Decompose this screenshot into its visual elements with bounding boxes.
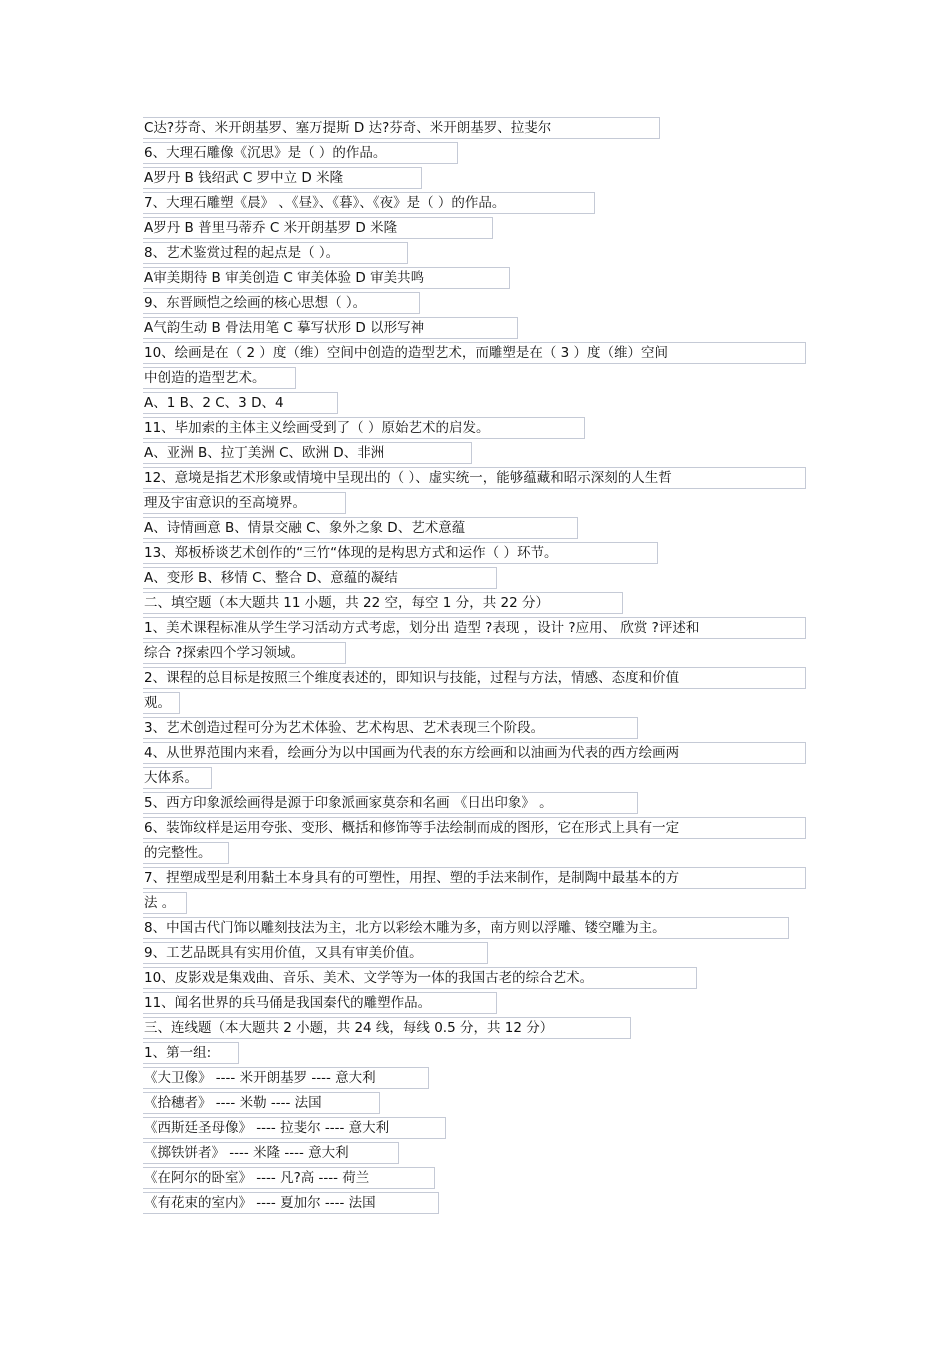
group-heading: 1、第一组:	[143, 1042, 239, 1064]
option-line: A、变形 B、移情 C、整合 D、意蕴的凝结	[143, 567, 497, 589]
option-line: A审美期待 B 审美创造 C 审美体验 D 审美共鸣	[143, 267, 510, 289]
fill-line: 1、美术课程标准从学生学习活动方式考虑，划分出 造型 ?表现 ，设计 ?应用、 欣赏 ?评述和	[143, 617, 806, 639]
fill-line: 5、西方印象派绘画得是源于印象派画家莫奈和名画 《日出印象》 。	[143, 792, 638, 814]
question-line: 13、郑板桥谈艺术创作的“三竹“体现的是构思方式和运作（ ）环节。	[143, 542, 658, 564]
question-line: 8、艺术鉴赏过程的起点是（ ）。	[143, 242, 408, 264]
fill-line: 6、装饰纹样是运用夸张、变形、概括和修饰等手法绘制而成的图形，它在形式上具有一定	[143, 817, 806, 839]
match-line: 《在阿尔的卧室》 ---- 凡?高 ---- 荷兰	[143, 1167, 435, 1189]
question-line: 7、大理石雕塑《晨》 、《昼》、《暮》、《夜》是（ ）的作品。	[143, 192, 595, 214]
fill-line-cont: 法 。	[143, 892, 187, 914]
fill-line: 10、皮影戏是集戏曲、音乐、美术、文学等为一体的我国古老的综合艺术。	[143, 967, 697, 989]
fill-line: 3、艺术创造过程可分为艺术体验、艺术构思、艺术表现三个阶段。	[143, 717, 638, 739]
match-line: 《大卫像》 ---- 米开朗基罗 ---- 意大利	[143, 1067, 429, 1089]
option-line: A罗丹 B 钱绍武 C 罗中立 D 米隆	[143, 167, 422, 189]
fill-line: 4、从世界范围内来看，绘画分为以中国画为代表的东方绘画和以油画为代表的西方绘画两	[143, 742, 806, 764]
question-line: 10、绘画是在（ 2 ）度（维）空间中创造的造型艺术，而雕塑是在（ 3 ）度（维）空间	[143, 342, 806, 364]
fill-line-cont: 观。	[143, 692, 180, 714]
fill-line: 11、闻名世界的兵马俑是我国秦代的雕塑作品。	[143, 992, 497, 1014]
question-line: 9、东晋顾恺之绘画的核心思想（ ）。	[143, 292, 420, 314]
option-line: A、诗情画意 B、情景交融 C、象外之象 D、艺术意蕴	[143, 517, 578, 539]
match-line: 《掷铁饼者》 ---- 米隆 ---- 意大利	[143, 1142, 399, 1164]
question-line-cont: 中创造的造型艺术。	[143, 367, 296, 389]
section-heading: 二、填空题（本大题共 11 小题，共 22 空，每空 1 分，共 22 分）	[143, 592, 623, 614]
fill-line-cont: 综合 ?探索四个学习领域。	[143, 642, 346, 664]
question-line: 11、毕加索的主体主义绘画受到了（ ）原始艺术的启发。	[143, 417, 585, 439]
section-heading: 三、连线题（本大题共 2 小题，共 24 线，每线 0.5 分，共 12 分）	[143, 1017, 631, 1039]
option-line: A、1 B、2 C、3 D、4	[143, 392, 338, 414]
question-line: 12、意境是指艺术形象或情境中呈现出的（ ）、虚实统一，能够蕴藏和昭示深刻的人生哲	[143, 467, 806, 489]
question-line-cont: 理及宇宙意识的至高境界。	[143, 492, 346, 514]
fill-line-cont: 大体系。	[143, 767, 212, 789]
match-line: 《西斯廷圣母像》 ---- 拉斐尔 ---- 意大利	[143, 1117, 446, 1139]
question-line: 6、大理石雕像《沉思》是（ ）的作品。	[143, 142, 458, 164]
option-line: C达?芬奇、米开朗基罗、塞万提斯 D 达?芬奇、米开朗基罗、拉斐尔	[143, 117, 660, 139]
fill-line: 9、工艺品既具有实用价值，又具有审美价值。	[143, 942, 488, 964]
match-line: 《有花束的室内》 ---- 夏加尔 ---- 法国	[143, 1192, 439, 1214]
fill-line: 2、课程的总目标是按照三个维度表述的，即知识与技能，过程与方法，情感、态度和价值	[143, 667, 806, 689]
match-line: 《拾穗者》 ---- 米勒 ---- 法国	[143, 1092, 380, 1114]
option-line: A罗丹 B 普里马蒂乔 C 米开朗基罗 D 米隆	[143, 217, 493, 239]
fill-line: 8、中国古代门饰以雕刻技法为主，北方以彩绘木雕为多，南方则以浮雕、镂空雕为主。	[143, 917, 789, 939]
option-line: A、亚洲 B、拉丁美洲 C、欧洲 D、非洲	[143, 442, 472, 464]
fill-line-cont: 的完整性。	[143, 842, 229, 864]
fill-line: 7、捏塑成型是利用黏土本身具有的可塑性，用捏、塑的手法来制作，是制陶中最基本的方	[143, 867, 806, 889]
option-line: A气韵生动 B 骨法用笔 C 摹写状形 D 以形写神	[143, 317, 518, 339]
